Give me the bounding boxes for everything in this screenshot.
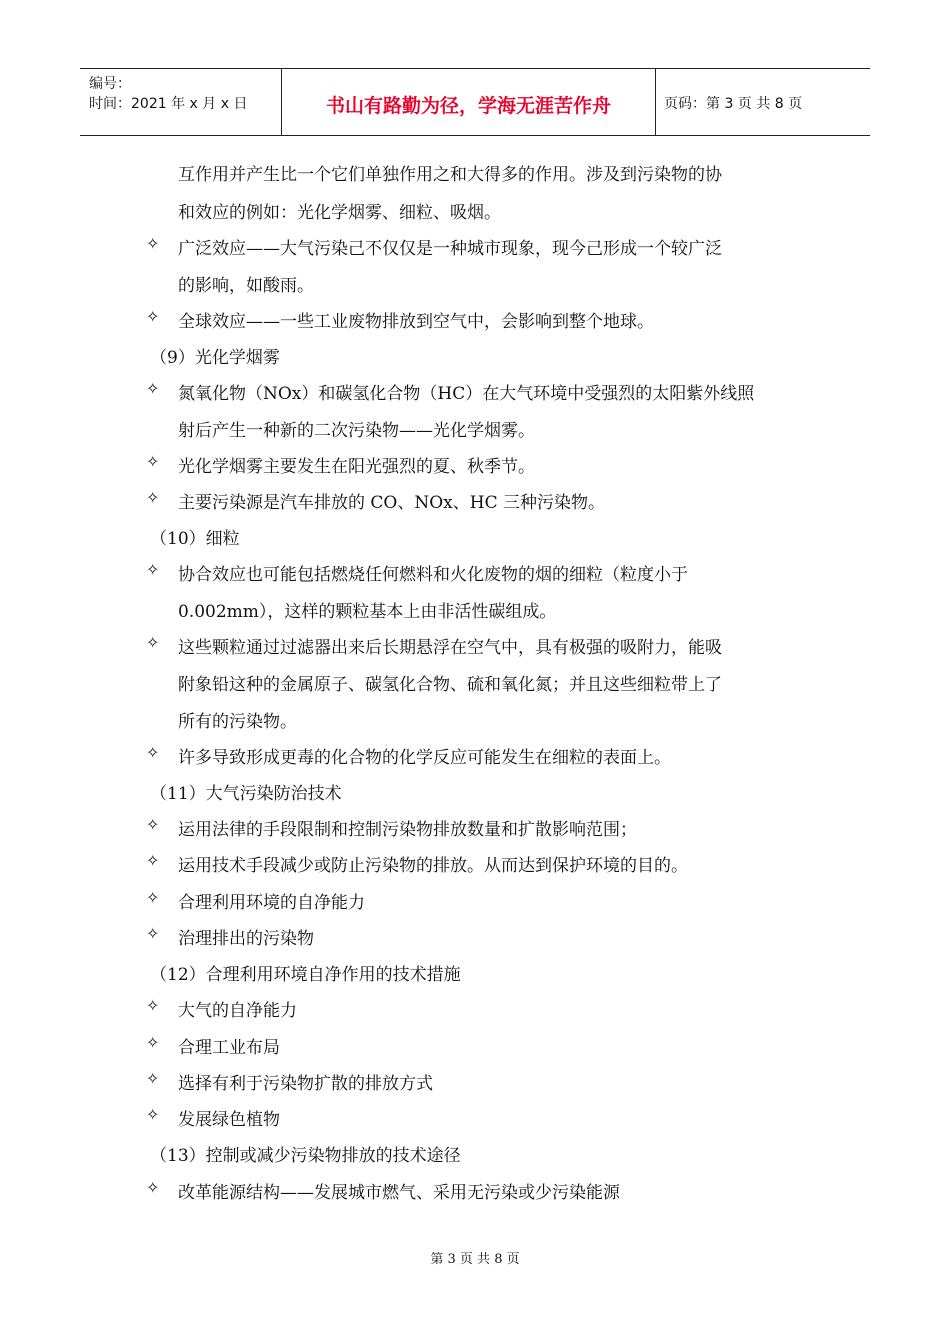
section-heading: （11）大气污染防治技术 xyxy=(150,784,342,804)
bullet-icon: ✧ xyxy=(146,888,160,907)
bullet-text: 主要污染源是汽车排放的 CO、NOx、HC 三种污染物。 xyxy=(178,493,605,513)
section-heading: （12）合理利用环境自净作用的技术措施 xyxy=(150,965,461,985)
header-page-cell xyxy=(656,69,870,135)
bullet-icon: ✧ xyxy=(146,924,160,943)
bullet-icon: ✧ xyxy=(146,560,160,579)
bullet-icon: ✧ xyxy=(146,234,160,253)
text-line: 射后产生一种新的二次污染物——光化学烟雾。 xyxy=(178,421,535,441)
doc-date-label: 时间：2021 年 x 月 x 日 xyxy=(89,96,248,112)
section-heading: （13）控制或减少污染物排放的技术途径 xyxy=(150,1146,461,1166)
bullet-text: 广泛效应——大气污染己不仅仅是一种城市现象，现今己形成一个较广泛 xyxy=(178,239,722,259)
text-line: 附象铅这种的金属原子、碳氢化合物、硫和氧化氮；并且这些细粒带上了 xyxy=(178,675,722,695)
text-line: 互作用并产生比一个它们单独作用之和大得多的作用。涉及到污染物的协 xyxy=(178,165,722,185)
bullet-icon: ✧ xyxy=(146,743,160,762)
bullet-text: 改革能源结构——发展城市燃气、采用无污染或少污染能源 xyxy=(178,1183,620,1203)
bullet-text: 大气的自净能力 xyxy=(178,1001,297,1021)
bullet-text: 运用法律的手段限制和控制污染物排放数量和扩散影响范围； xyxy=(178,820,637,840)
bullet-text: 许多导致形成更毒的化合物的化学反应可能发生在细粒的表面上。 xyxy=(178,748,671,768)
bullet-text: 全球效应——一些工业废物排放到空气中，会影响到整个地球。 xyxy=(178,312,654,332)
bullet-icon: ✧ xyxy=(146,633,160,652)
bullet-text: 合理工业布局 xyxy=(178,1038,280,1058)
bullet-text: 运用技术手段减少或防止污染物的排放。从而达到保护环境的目的。 xyxy=(178,856,688,876)
page-header xyxy=(80,68,870,136)
text-line: 0.002mm），这样的颗粒基本上由非活性碳组成。 xyxy=(178,602,557,622)
bullet-text: 氮氧化物（NOx）和碳氢化合物（HC）在大气环境中受强烈的太阳紫外线照 xyxy=(178,384,755,404)
section-heading: （10）细粒 xyxy=(150,529,240,549)
bullet-icon: ✧ xyxy=(146,1105,160,1124)
bullet-icon: ✧ xyxy=(146,1033,160,1052)
bullet-text: 选择有利于污染物扩散的排放方式 xyxy=(178,1074,433,1094)
bullet-icon: ✧ xyxy=(146,379,160,398)
bullet-icon: ✧ xyxy=(146,815,160,834)
bullet-icon: ✧ xyxy=(146,488,160,507)
text-line: 和效应的例如：光化学烟雾、细粒、吸烟。 xyxy=(178,203,501,223)
bullet-icon: ✧ xyxy=(146,851,160,870)
header-motto: 书山有路勤为径，学海无涯苦作舟 xyxy=(325,95,611,117)
bullet-text: 发展绿色植物 xyxy=(178,1110,280,1130)
bullet-icon: ✧ xyxy=(146,307,160,326)
page-footer: 第 3 页 共 8 页 xyxy=(430,1252,520,1267)
bullet-icon: ✧ xyxy=(146,996,160,1015)
bullet-text: 协合效应也可能包括燃烧任何燃料和火化废物的烟的细粒（粒度小于 xyxy=(178,565,688,585)
header-motto-cell xyxy=(282,69,656,135)
text-line: 的影响，如酸雨。 xyxy=(178,276,314,296)
text-line: 所有的污染物。 xyxy=(178,712,297,732)
header-meta-cell xyxy=(80,69,282,135)
header-page-info: 页码：第 3 页 共 8 页 xyxy=(664,96,803,112)
bullet-text: 合理利用环境的自净能力 xyxy=(178,893,365,913)
bullet-icon: ✧ xyxy=(146,452,160,471)
bullet-icon: ✧ xyxy=(146,1069,160,1088)
section-heading: （9）光化学烟雾 xyxy=(150,348,280,368)
bullet-text: 这些颗粒通过过滤器出来后长期悬浮在空气中，具有极强的吸附力，能吸 xyxy=(178,638,722,658)
bullet-text: 治理排出的污染物 xyxy=(178,929,314,949)
bullet-text: 光化学烟雾主要发生在阳光强烈的夏、秋季节。 xyxy=(178,457,535,477)
doc-number-label: 编号： xyxy=(89,76,131,92)
bullet-icon: ✧ xyxy=(146,1178,160,1197)
